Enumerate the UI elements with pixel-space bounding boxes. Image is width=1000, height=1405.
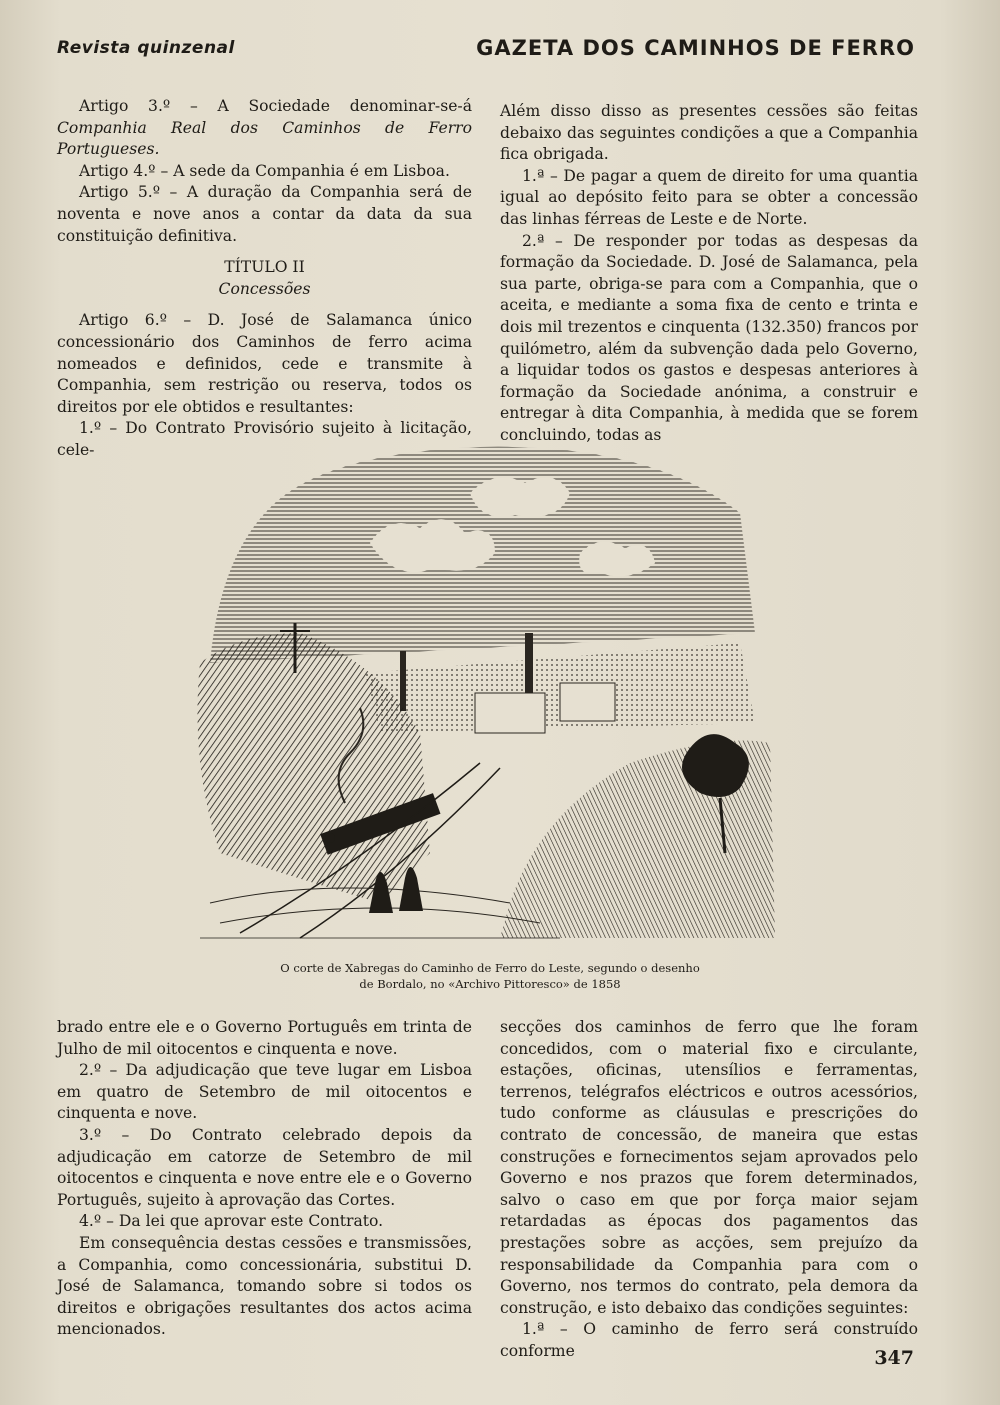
column-top-left [57,96,472,462]
column-top-right [500,101,918,447]
artigo-3-text: Artigo 3.º – A Sociedade denominar-se-á [79,97,472,115]
paragraph-artigo-5: Artigo 5.º – A duração da Companhia será de noventa e nove anos a contar da data da sua constituição definitiva. [57,183,472,245]
paragraph-item-4: 4.º – Da lei que aprovar este Contrato. [79,1212,384,1231]
section-title: TÍTULO II [224,258,305,277]
caption-line-2: de Bordalo, no «Archivo Pittoresco» de 1858 [359,977,621,991]
railway-cut-engraving [180,433,780,945]
page-number: 347 [874,1347,914,1369]
paragraph-condition-1: 1.ª – De pagar a quem de direito for uma quantia igual ao depósito feito para se obter a concessão das linhas férreas de Leste e de Norte. [500,166,918,228]
column-bottom-right [500,1017,918,1363]
paragraph-item-3: 3.º – Do Contrato celebrado depois da adjudicação em catorze de Setembro de mil oitocentos e cinquenta e nove entre ele e o Governo Português, sujeito à aprovação das Cortes. [57,1125,472,1209]
header-right: GAZETA DOS CAMINHOS DE FERRO [476,36,915,60]
paragraph-condition-2: 2.ª – De responder por todas as despesas da formação da Sociedade. D. José de Salamanca, pela sua parte, obriga-se para com a Companhia, que o aceita, e mediante a soma fixa de cento e trinta e dois mil trezentos e cinquenta (132.350) francos por quilómetro, além da subvenção dada pelo Governo, a liquidar todos os gastos e despesas anteriores à formação da Sociedade anónima, a construir e entregar à dita Companhia, à medida que se forem concluindo, todas as [500,231,918,444]
paragraph-contract-continuation: brado entre ele e o Governo Português em trinta de Julho de mil oitocentos e cinquenta e nove. [57,1018,472,1058]
column-bottom-left [57,1017,472,1341]
paragraph-consequence: Em consequência destas cessões e transmissões, a Companhia, como concessionária, substitui D. José de Salamanca, tomando sobre si todos os direitos e obrigações resultantes dos actos acima mencionados. [57,1233,472,1339]
paragraph-item-2: 2.º – Da adjudicação que teve lugar em Lisboa em quatro de Setembro de mil oitocentos e cinquenta e nove. [57,1061,472,1123]
engraving-illustration [180,433,780,945]
figure-caption [210,960,770,992]
paragraph-artigo-4: Artigo 4.º – A sede da Companhia é em Lisboa. [79,161,450,180]
paragraph-condition-a: 1.ª – O caminho de ferro será construído conforme [500,1320,918,1360]
section-subtitle [57,279,472,301]
paragraph-item-1: 1.º – Do Contrato Provisório sujeito à licitação, cele- [57,419,472,459]
caption-line-1: O corte de Xabregas do Caminho de Ferro do Leste, segundo o desenho [280,961,700,975]
section-subtitle-text: Concessões [218,279,311,298]
paragraph-sections: secções dos caminhos de ferro que lhe foram concedidos, com o material fixo e circulante, estações, oficinas, utensílios e ferramentas, terrenos, telégrafos eléctricos e outros acessórios, tudo conforme as cláusulas e prescrições do contrato de concessão, de maneira que estas construções e fornecimentos sejam aprovados pelo Governo e nos prazos que forem determinados, salvo o caso em que por força maior sejam retardadas as épocas dos pagamentos das prestações sobre as acções, sem prejuízo da responsabilidade da Companhia para com o Governo, nos termos do contrato, pela demora da construção, e isto debaixo das condições seguintes: [500,1018,918,1317]
paragraph-conditions-intro: Além disso disso as presentes cessões são feitas debaixo das seguintes condições a que a Companhia fica obrigada. [500,102,918,164]
company-name: Companhia Real dos Caminhos de Ferro Portugueses. [57,118,472,159]
paragraph-artigo-6: Artigo 6.º – D. José de Salamanca único concessionário dos Caminhos de ferro acima nomeados e definidos, cede e transmite à Companhia, sem restrição ou reserva, todos os direitos por ele obtidos e resultantes: [57,311,472,416]
paragraph-artigo-3 [57,96,472,161]
header-left: Revista quinzenal [57,38,235,58]
